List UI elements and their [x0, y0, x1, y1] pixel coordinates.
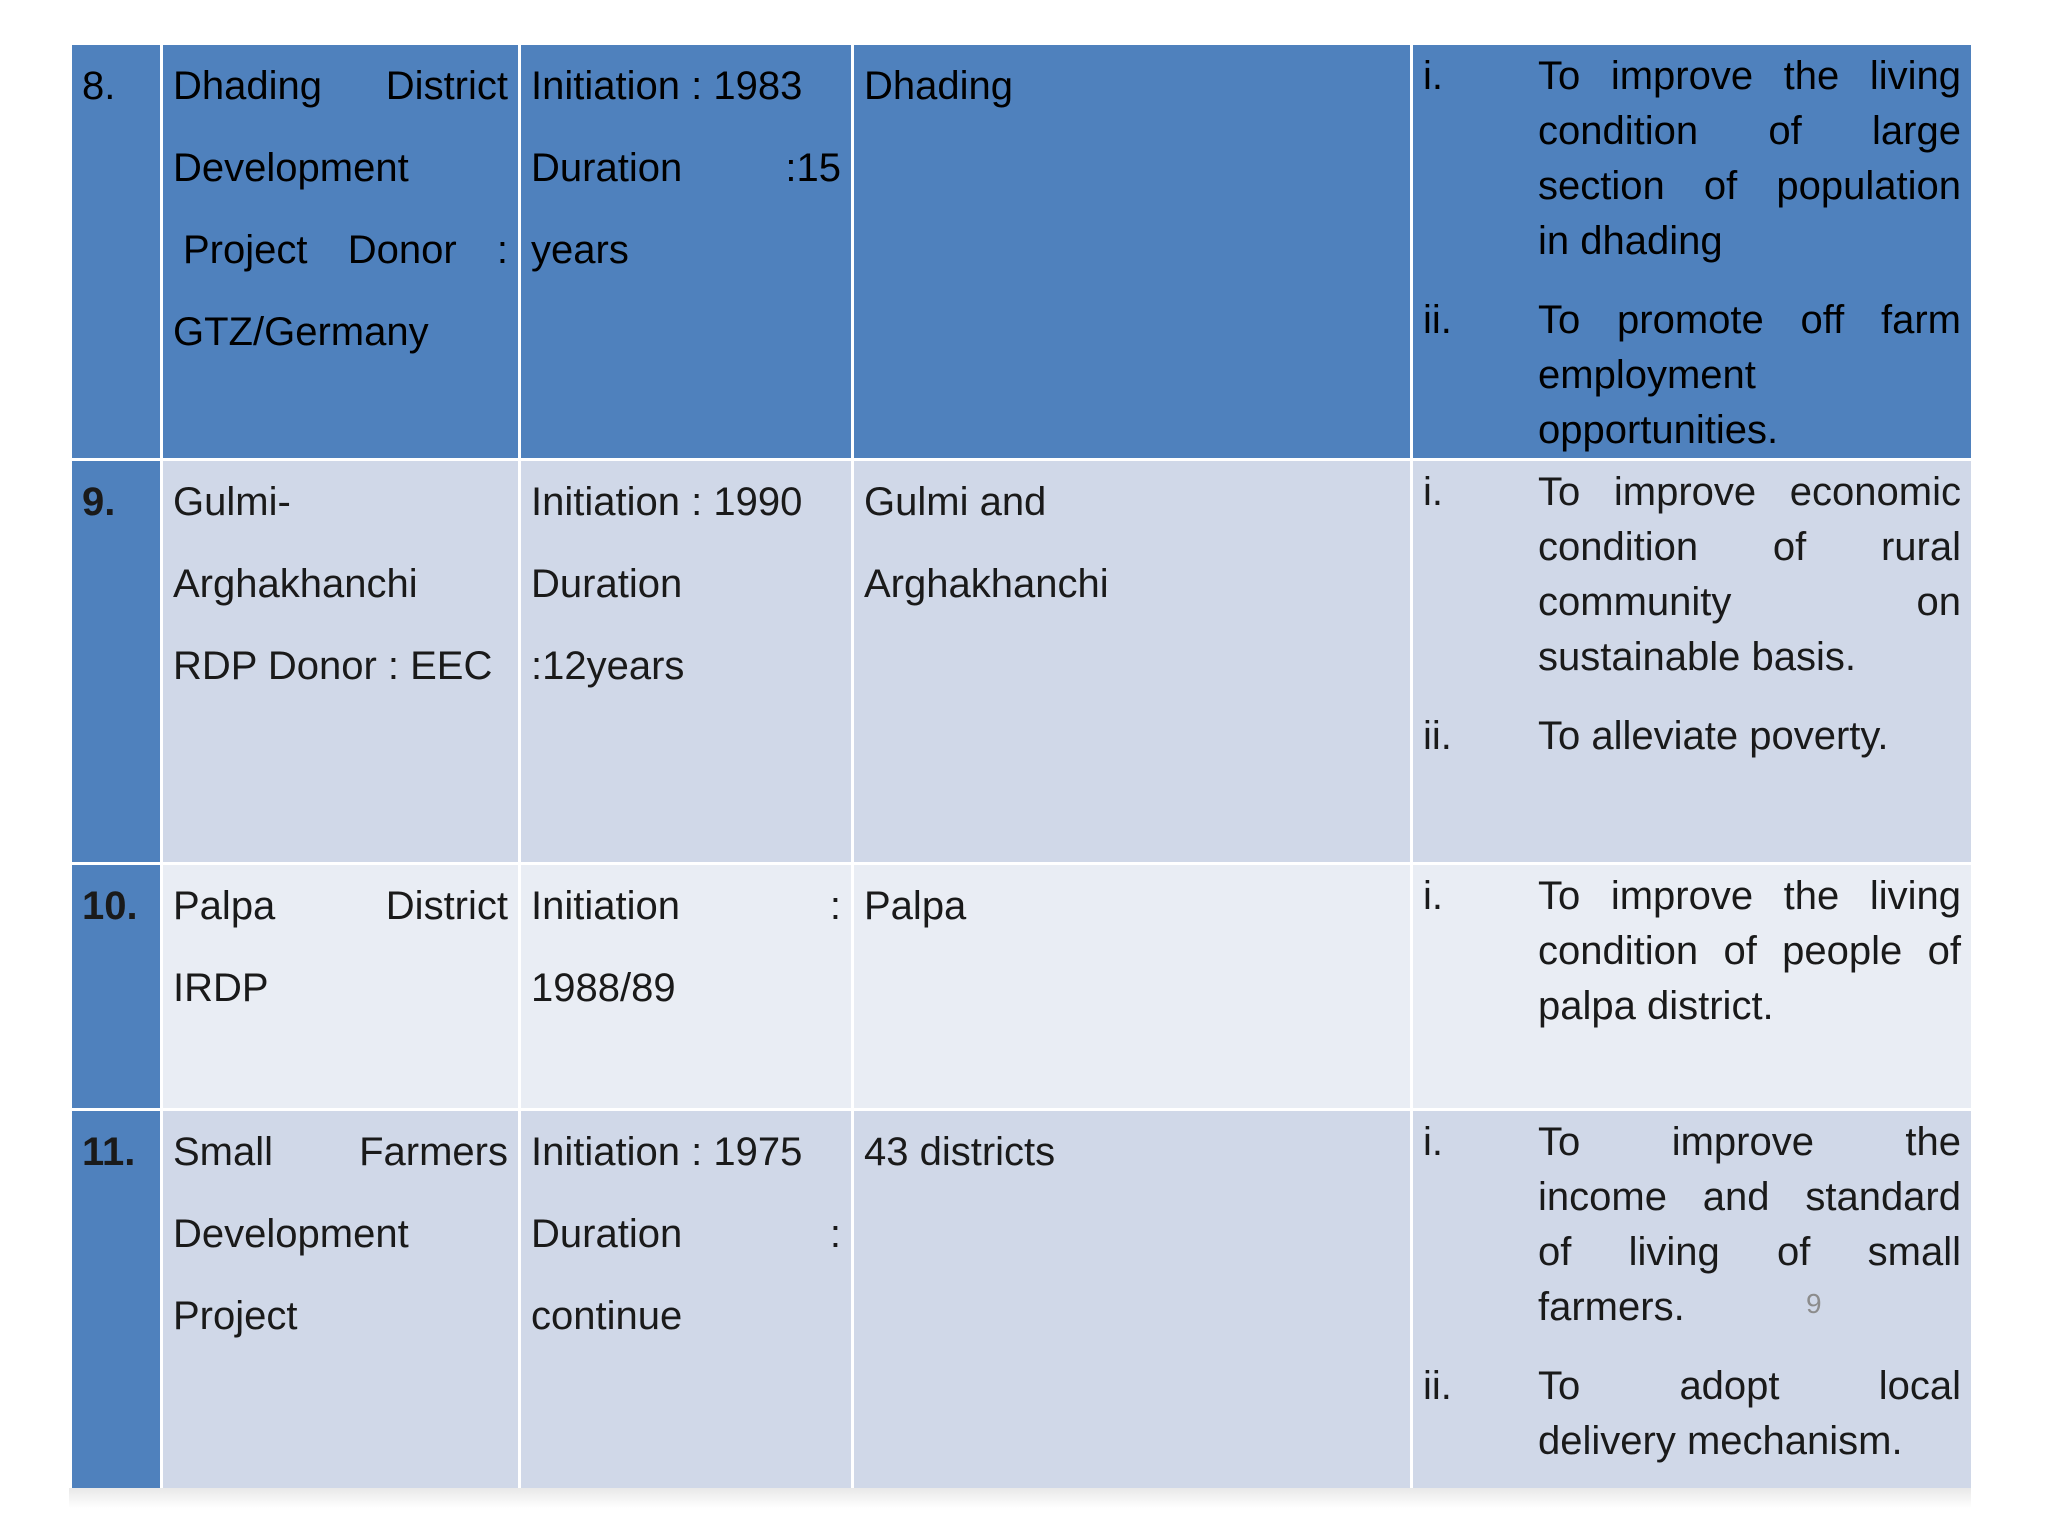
row-number: 8. — [71, 44, 162, 460]
project-area: Dhading — [853, 44, 1412, 460]
project-period: Initiation : 1975 Duration : continue — [520, 1110, 853, 1496]
table-row — [71, 864, 1973, 1110]
objective-item: i. To improve the income and standard of living of small farmers. — [1423, 1120, 1961, 1329]
row-number: 9. — [71, 460, 162, 864]
project-name: Small Farmers Development Project — [162, 1110, 520, 1496]
slide-number: 9 — [1806, 1288, 1822, 1319]
projects-table — [69, 42, 1974, 1497]
project-objectives — [1412, 44, 1973, 460]
project-name: Dhading District Development Project Donor : GTZ/Germany — [162, 44, 520, 460]
objective-item: ii. To alleviate poverty. — [1423, 714, 1889, 758]
objective-item: ii. To promote off farm employment opportunities. — [1423, 298, 1961, 452]
objective-item: i. To improve the living condition of large section of population in dhading — [1423, 54, 1961, 263]
project-objectives — [1412, 864, 1973, 1110]
project-area: Palpa — [853, 864, 1412, 1110]
project-period: Initiation : 1983 Duration :15 years — [520, 44, 853, 460]
objective-item: i. To improve the living condition of people of palpa district. — [1423, 874, 1961, 1028]
project-area: 43 districts — [853, 1110, 1412, 1496]
row-number: 10. — [71, 864, 162, 1110]
table-row — [71, 44, 1973, 460]
objective-item: ii. To adopt local delivery mechanism. — [1423, 1364, 1961, 1463]
table-shadow — [69, 1488, 1971, 1508]
project-period: Initiation : 1988/89 — [520, 864, 853, 1110]
objective-item: i. To improve economic condition of rural community on sustainable basis. — [1423, 470, 1961, 679]
project-name: Gulmi- Arghakhanchi RDP Donor : EEC — [162, 460, 520, 864]
project-period: Initiation : 1990 Duration :12years — [520, 460, 853, 864]
table-row — [71, 460, 1973, 864]
project-objectives — [1412, 1110, 1973, 1496]
project-area: Gulmi and Arghakhanchi — [853, 460, 1412, 864]
project-objectives — [1412, 460, 1973, 864]
project-name: Palpa District IRDP — [162, 864, 520, 1110]
table-row — [71, 1110, 1973, 1496]
row-number: 11. — [71, 1110, 162, 1496]
